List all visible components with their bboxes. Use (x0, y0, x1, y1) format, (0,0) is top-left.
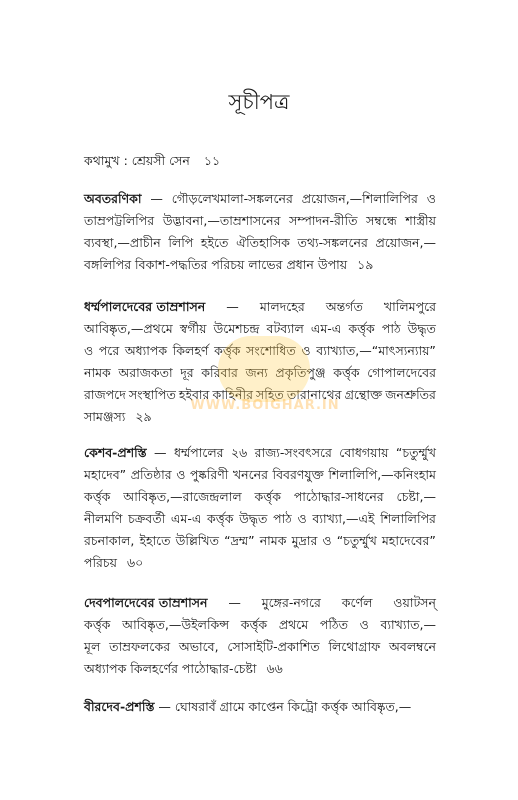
toc-word: অধ্যাপক (124, 343, 168, 358)
toc-page-number: ৬৬ (266, 661, 283, 676)
toc-word: — (228, 595, 241, 610)
toc-word: করিবার (201, 365, 238, 380)
toc-word: মহাদেব” (84, 467, 127, 482)
toc-word: খালিমপুরে (383, 299, 436, 314)
toc-word: কর্ত্তৃক (84, 489, 111, 504)
toc-word: লিপি (168, 235, 194, 250)
toc-entry-abatarnika (84, 188, 436, 276)
toc-word: উদ্ধৃত (239, 511, 268, 526)
toc-word: তারানাথের (286, 387, 342, 402)
toc-word: ব্যবস্থা,—প্রাচীন (84, 235, 161, 250)
toc-word: — (226, 299, 239, 314)
toc-word: — (150, 191, 163, 206)
toc-word: ও (84, 343, 94, 358)
toc-line (84, 592, 436, 614)
entry-heading: বীরদেব-প্রশস্তি (84, 699, 155, 714)
toc-word: চেষ্টা,— (396, 489, 436, 504)
entry-heading: ধর্ম্মপালদেবের তাম্রশাসন (84, 299, 206, 314)
toc-word: লিথোগ্রাফ (328, 639, 381, 654)
toc-entry-viradeva-prashasti (84, 696, 436, 718)
toc-word: শিলালিপির (380, 511, 436, 526)
toc-entry-dharmapala-copperplate (84, 296, 436, 428)
toc-word: নীলমণি (84, 511, 123, 526)
toc-word: ব্যাখ্যাত,— (380, 617, 436, 632)
toc-word: “দ্রম্ম” (224, 533, 255, 548)
toc-word: ঐতিহাসিক (236, 235, 290, 250)
toc-word: মূল (84, 639, 101, 654)
toc-line (84, 464, 436, 486)
toc-word: কর্ত্তৃক (214, 343, 241, 358)
intro-page-number: ১১ (203, 153, 221, 168)
toc-page-number: ১৯ (357, 257, 374, 272)
toc-word: ও (301, 343, 311, 358)
toc-word: অরাজকতা (118, 365, 173, 380)
toc-word: কর্ত্তৃক (84, 617, 111, 632)
toc-line (84, 658, 436, 680)
toc-word: “চতুর্ম্মুখ (336, 533, 377, 548)
toc-word: মহাদেবের” (381, 533, 436, 548)
toc-word: কিলহর্ণ (172, 343, 209, 358)
toc-word: সহিত (256, 387, 284, 402)
toc-line (84, 340, 436, 362)
toc-word: হইবার (178, 387, 210, 402)
entry-heading: দেবপালদেবের তাম্রশাসন (84, 595, 208, 610)
entry-heading: কেশব-প্রশস্তি (84, 445, 147, 460)
toc-line (84, 210, 436, 232)
toc-word: শিলালিপি,—কনিংহাম (328, 467, 436, 482)
toc-line (84, 636, 436, 658)
toc-word: উমেশচন্দ্র (213, 321, 260, 336)
toc-word: দূর (180, 365, 194, 380)
toc-line (84, 188, 436, 210)
toc-word: পঠিত (319, 617, 348, 632)
toc-word: খননের (232, 467, 268, 482)
toc-word: বোধগয়ায় (339, 445, 389, 460)
toc-line (84, 384, 436, 406)
entry-heading: অবতরণিকা (84, 191, 142, 206)
toc-word: পাঠ (381, 321, 401, 336)
toc-word: ও (176, 467, 186, 482)
toc-word: রচনাকাল, (84, 533, 135, 548)
toc-word: পাঠ (273, 511, 292, 526)
toc-word: কর্ণেল (341, 595, 373, 610)
toc-word: গোপালদেবের (367, 365, 436, 380)
toc-entry-devapala-copperplate (84, 592, 436, 680)
toc-word: — (154, 445, 167, 460)
toc-word: তাম্রফলকের (109, 639, 171, 654)
toc-word: জনশ্রুতির (385, 387, 436, 402)
toc-word: বটব্যাল (266, 321, 304, 336)
toc-word: ও (426, 191, 436, 206)
toc-word: প্রথমে (278, 617, 309, 632)
toc-word: ও (297, 511, 307, 526)
toc-text: পরিচয় (84, 555, 118, 570)
toc-word: কর্ত্তৃক (254, 489, 281, 504)
toc-line (84, 362, 436, 384)
page-title: সূচীপত্র (228, 90, 290, 114)
toc-word: আবিষ্কৃত,—প্রথমে (84, 321, 173, 336)
toc-word: ও (322, 533, 332, 548)
toc-word: কাহিনীর (212, 387, 253, 402)
toc-word: উদ্ধৃত (407, 321, 436, 336)
toc-word: পরে (98, 343, 120, 358)
toc-word: তাম্রপট্টলিপির (84, 213, 155, 228)
toc-word: পাঠোদ্ধার-সাধনের (293, 489, 384, 504)
intro-entry (84, 150, 220, 172)
toc-word: ব্যাখ্যা,—এই (312, 511, 375, 526)
toc-word: গৌড়লেখমালা-সঙ্কলনের (171, 191, 293, 206)
toc-line (84, 530, 436, 552)
toc-word: জন্য (245, 365, 268, 380)
toc-word: এম-এ (310, 321, 342, 336)
toc-word: আবিষ্কৃত,—উইলকিন্স (122, 617, 230, 632)
toc-word: আবিষ্কৃত,—রাজেন্দ্রলাল (123, 489, 242, 504)
toc-line (84, 406, 436, 428)
toc-word: কর্ত্তৃক (207, 511, 234, 526)
toc-line (84, 696, 436, 718)
toc-word: ধর্ম্মপালের (173, 445, 224, 460)
toc-word: শাস্ত্রীয় (405, 213, 436, 228)
toc-word: স্বর্গীয় (179, 321, 207, 336)
toc-word: সংস্থাপিত (128, 387, 176, 402)
toc-line (84, 486, 436, 508)
toc-word: ২৬ (230, 445, 248, 460)
toc-word: চক্রবর্তী (128, 511, 166, 526)
toc-word: অন্তর্গত (325, 299, 363, 314)
toc-word: ও (359, 617, 369, 632)
toc-word: ইহাতে (139, 533, 171, 548)
toc-word: গ্রন্থোক্ত (344, 387, 383, 402)
toc-word: সংশোধিত (246, 343, 296, 358)
toc-page-number: ৬০ (127, 555, 144, 570)
toc-line (84, 442, 436, 464)
toc-word: রাজপদে (84, 387, 126, 402)
toc-word: মুঙ্গের-নগরে (261, 595, 321, 610)
intro-text: কথামুখ : শ্রেয়সী সেন (84, 153, 190, 168)
toc-line (84, 296, 436, 318)
toc-word: তথ্য-সঙ্কলনের (297, 235, 368, 250)
toc-page-number: ২৯ (135, 409, 152, 424)
toc-line (84, 232, 436, 254)
toc-word: সোসাইটি-প্রকাশিত (227, 639, 320, 654)
toc-text: অধ্যাপক কিলহর্ণের পাঠোদ্ধার-চেষ্টা (84, 661, 257, 676)
toc-word: নামক (84, 365, 111, 380)
toc-word: রাজ্য-সংবৎসরে (254, 445, 332, 460)
toc-word: ওয়াটসন্ (393, 595, 436, 610)
toc-word: বিবরণযুক্ত (272, 467, 324, 482)
toc-word: সম্পাদন-রীতি (289, 213, 358, 228)
toc-line (84, 318, 436, 340)
toc-line (84, 254, 436, 276)
toc-word: কর্ত্তৃক (348, 321, 375, 336)
toc-word: প্রকৃতিপুঞ্জ (275, 365, 326, 380)
watermark-text: WWW.BOIGHAR.IN (190, 398, 340, 413)
toc-word: কর্ত্তৃক (333, 365, 360, 380)
toc-word: অবলম্বনে (389, 639, 436, 654)
toc-word: প্রয়োজন,— (375, 235, 436, 250)
toc-line (84, 614, 436, 636)
toc-word: হইতে (200, 235, 229, 250)
toc-word: কর্ত্তৃক (240, 617, 268, 632)
toc-word: নামক (259, 533, 287, 548)
toc-line (84, 552, 436, 574)
toc-word: এম-এ (170, 511, 202, 526)
toc-word: মালদহের (259, 299, 305, 314)
toc-word: পুষ্করিণী (189, 467, 229, 482)
toc-word: ব্যাখ্যাত,—“মাৎস্যন্যায়” (316, 343, 436, 358)
toc-word: “চতুর্ম্মুখ (395, 445, 436, 460)
toc-entry-keshava-prashasti (84, 442, 436, 574)
toc-text: সামঞ্জস্য (84, 409, 126, 424)
toc-word: উদ্ভাবনা,—তাম্রশাসনের (162, 213, 281, 228)
toc-word: সম্বন্ধে (366, 213, 397, 228)
toc-text: বঙ্গলিপির বিকাশ-পদ্ধতির পরিচয় লাভের প্রধান উপায় (84, 257, 348, 272)
toc-line (84, 508, 436, 530)
toc-word: প্রতিষ্ঠার (130, 467, 172, 482)
toc-word: অভাবে, (178, 639, 219, 654)
toc-text: — ঘোষরাবঁ গ্রামে কাপ্তেন কিট্রো কর্ত্তৃক আবিষ্কৃত,— (154, 699, 412, 714)
toc-word: প্রয়োজন,—শিলালিপির (301, 191, 418, 206)
toc-word: মুদ্রার (291, 533, 318, 548)
toc-word: উল্লিখিত (175, 533, 220, 548)
